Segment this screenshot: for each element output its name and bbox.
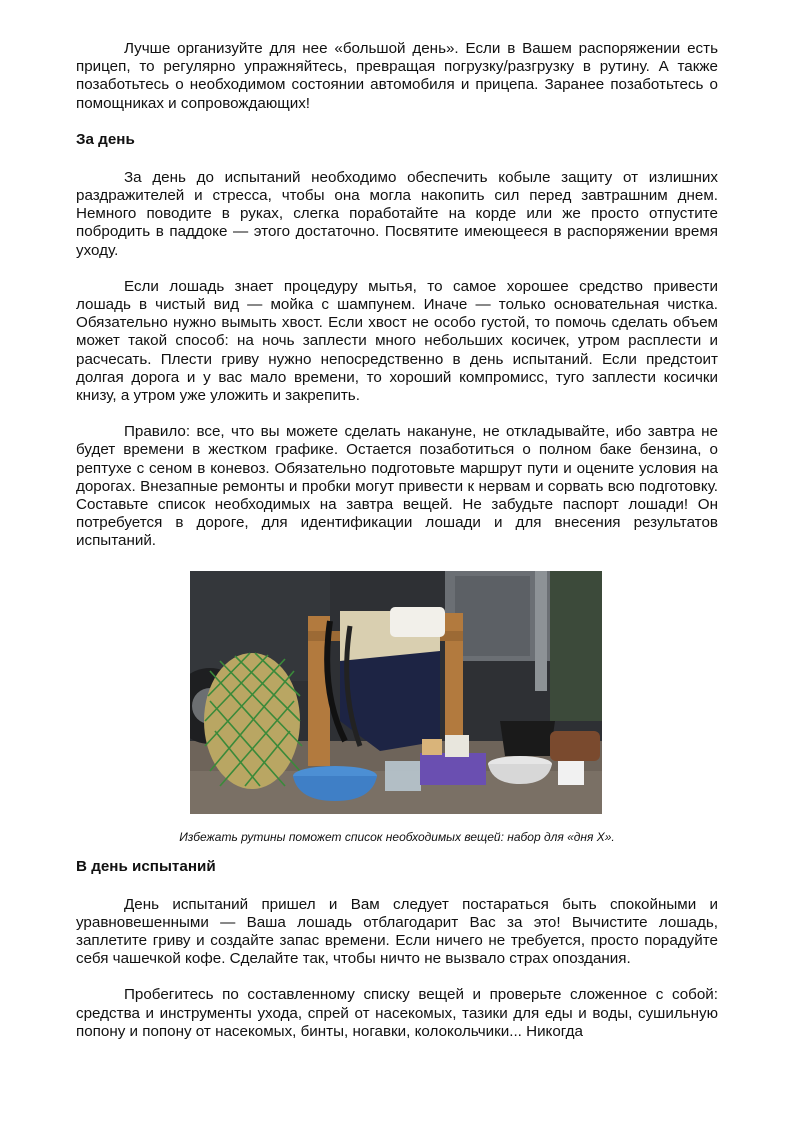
section-heading-day-before: За день	[76, 130, 135, 148]
paragraph: Правило: все, что вы можете сделать накануне, не откладывайте, ибо завтра не будет времени в жестком графике. Остается позаботиться о полном баке бензина, о рептухе с сеном в коневоз. Обязательно подготовьте маршрут пути и оцените условия на дорогах. Внезапные ремонты и пробки могут привести к нервам и сорвать всю подготовку. Составьте список необходимых на завтра вещей. Не забудьте паспорт лошади! Он потребуется в дороге, для идентификации лошади и для внесения результатов испытаний.	[76, 423, 718, 550]
paragraph: Если лошадь знает процедуру мытья, то самое хорошее средство привести лошадь в чистый вид — мойка с шампунем. Иначе — только основательная чистка. Обязательно нужно вымыть хвост. Если хвост не особо густой, то помочь сделать объем может такой способ: на ночь заплести много небольших косичек, утром расплести и расчесать. Плести гриву нужно непосредственно в день испытаний. Если предстоит долгая дорога и у вас мало времени, то хороший компромисс, туго заплести косички книзу, а утром уже уложить и закрепить.	[76, 277, 718, 405]
paragraph: За день до испытаний необходимо обеспечить кобыле защиту от излишних раздражителей и стресса, чтобы она могла накопить сил перед завтрашним днем. Немного поводите в руках, слегка поработайте на корде или же просто отпустите побродить в паддоке — этого достаточно. Посвятите имеющееся в распоряжении время уходу.	[76, 168, 718, 259]
intro-paragraph: Лучше организуйте для нее «большой день». Если в Вашем распоряжении есть прицеп, то регулярно упражняйтесь, превращая погрузку/разгрузку в рутину. А также позаботьтесь о необходимом состоянии автомобиля и прицепа. Заранее позаботьтесь о помощниках и сопровождающих!	[76, 40, 718, 112]
photo-equipment-set	[190, 571, 602, 814]
figure-caption: Избежать рутины поможет список необходимых вещей: набор для «дня Х».	[179, 829, 615, 844]
document-page	[76, 40, 718, 1041]
paragraph: Пробегитесь по составленному списку вещей и проверьте сложенное с собой: средства и инструменты ухода, спрей от насекомых, тазики для еды и воды, сушильную попону и попону от насекомых, бинты, ногавки, колокольчики... Никогда	[76, 986, 718, 1040]
paragraph: День испытаний пришел и Вам следует постараться быть спокойными и уравновешенными — Ваша лошадь отблагодарит Вас за это! Вычистите лошадь, заплетите гриву и создайте запас времени. Если ничего не требуется, просто порадуйте себя чашечкой кофе. Сделайте так, чтобы ничто не вызвало страх опоздания.	[76, 895, 718, 968]
section-heading-test-day: В день испытаний	[76, 857, 216, 875]
